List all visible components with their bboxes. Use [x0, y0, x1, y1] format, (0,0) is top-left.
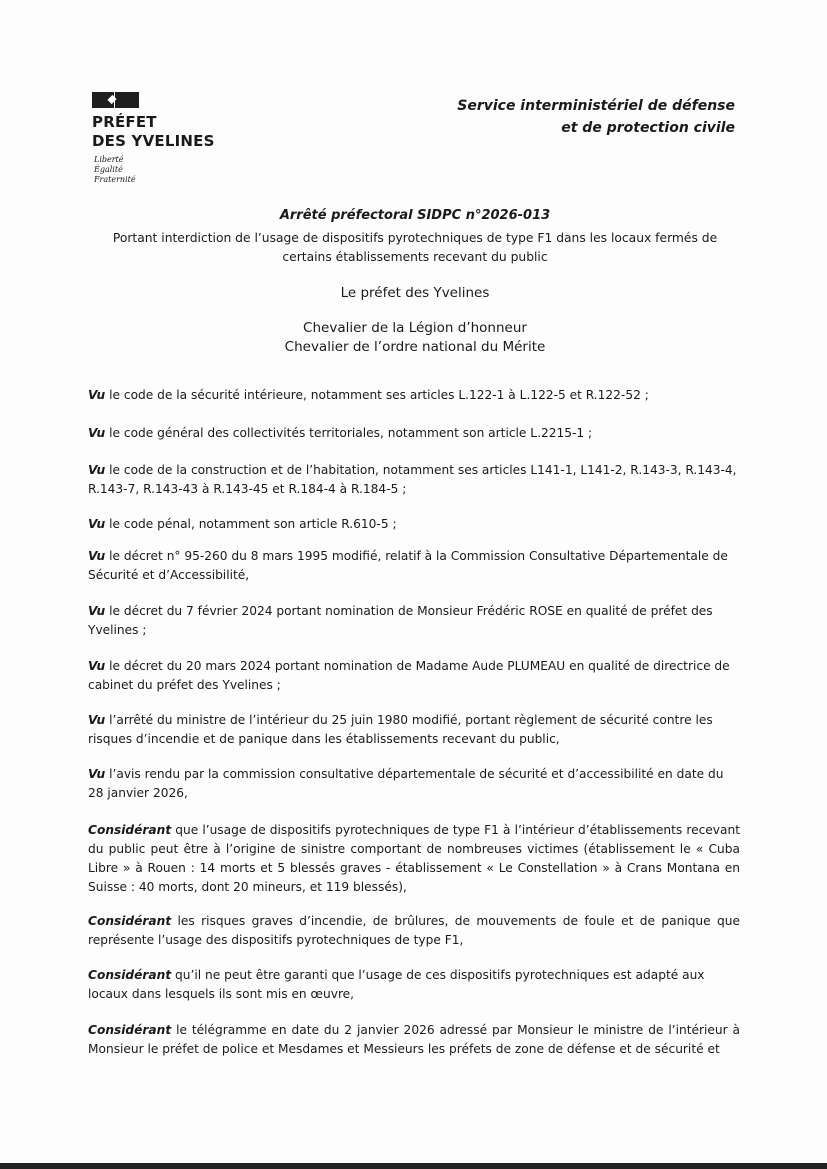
- paragraph-keyword: Considérant: [88, 914, 172, 928]
- paragraph-keyword: Vu: [88, 604, 106, 618]
- paragraph-keyword: Vu: [88, 388, 106, 402]
- paragraph-keyword: Considérant: [88, 968, 172, 982]
- paragraph-text: le télégramme en date du 2 janvier 2026 adressé par Monsieur le ministre de l’intérieur à Monsieur le préfet de police et Mesdames et Messieurs les préfets de zone de défense et de sécurité et: [88, 1023, 740, 1056]
- decree-subtitle: Portant interdiction de l’usage de dispositifs pyrotechniques de type F1 dans les locaux fermés de certains établissements recevant du public: [112, 231, 718, 264]
- paragraph-text: le décret du 20 mars 2024 portant nomination de Madame Aude PLUMEAU en qualité de directrice de cabinet du préfet des Yvelines ;: [88, 659, 730, 692]
- paragraph-vu-arrete-1980: [88, 711, 740, 749]
- paragraph-text: l’avis rendu par la commission consultative départementale de sécurité et d’accessibilité en date du 28 janvier 2026,: [88, 767, 724, 800]
- paragraph-vu-decret-prefet: [88, 602, 740, 640]
- paragraph-text: les risques graves d’incendie, de brûlures, de mouvements de foule et de panique que représente l’usage des dispositifs pyrotechniques de type F1,: [88, 914, 740, 947]
- honor-legion: Chevalier de la Légion d’honneur: [303, 320, 527, 336]
- paragraph-vu-cgct: [88, 424, 740, 443]
- honors: [90, 319, 740, 357]
- decree-title: Arrêté préfectoral SIDPC n°2026-013: [279, 208, 551, 223]
- paragraph-text: l’arrêté du ministre de l’intérieur du 25 juin 1980 modifié, portant règlement de sécurité contre les risques d’incendie et de panique dans les établissements recevant du public,: [88, 713, 713, 746]
- paragraph-considerant-risques: [88, 912, 740, 950]
- scan-edge: [0, 1163, 827, 1169]
- paragraph-text: le code de la sécurité intérieure, notamment ses articles L.122-1 à L.122-5 et R.122-52 ;: [105, 388, 649, 402]
- service-line1: Service interministériel de défense: [457, 98, 735, 114]
- motto-liberte: Liberté: [94, 155, 124, 164]
- paragraph-text: le décret n° 95-260 du 8 mars 1995 modifié, relatif à la Commission Consultative Départementale de Sécurité et d’Accessibilité,: [88, 549, 728, 582]
- paragraph-keyword: Vu: [88, 713, 106, 727]
- paragraph-text: le code général des collectivités territoriales, notamment son article L.2215-1 ;: [105, 426, 593, 440]
- paragraph-vu-code-penal: [88, 515, 740, 534]
- marianne-flag-icon: [92, 92, 139, 108]
- motto-egalite: Égalité: [94, 165, 123, 174]
- paragraph-keyword: Vu: [88, 659, 106, 673]
- paragraph-considerant-telegramme: [88, 1021, 740, 1059]
- paragraph-considerant-sinistres: [88, 821, 740, 897]
- motto-fraternite: Fraternité: [94, 175, 136, 184]
- prefet-line: Le préfet des Yvelines: [340, 285, 490, 301]
- paragraph-vu-construction: [88, 461, 740, 499]
- paragraph-keyword: Vu: [88, 463, 106, 477]
- paragraph-keyword: Considérant: [88, 823, 172, 837]
- service-heading: [457, 95, 735, 139]
- service-line2: et de protection civile: [561, 120, 735, 136]
- paragraph-text: qu’il ne peut être garanti que l’usage de ces dispositifs pyrotechniques est adapté aux locaux dans lesquels ils sont mis en œuvre,: [88, 968, 705, 1001]
- paragraph-text: que l’usage de dispositifs pyrotechniques de type F1 à l’intérieur d’établissements recevant du public peut être à l’origine de sinistre comportant de nombreuses victimes (établissement le « Cuba Libre » à Rouen : 14 morts et 5 blessés graves - établissement « Le Constellation » à Crans Montana en Suisse : 40 morts, dont 20 mineurs, et 119 blessés),: [88, 823, 740, 894]
- paragraph-keyword: Vu: [88, 426, 106, 440]
- paragraph-vu-decret-directrice: [88, 657, 740, 695]
- paragraph-vu-avis-commission: [88, 765, 740, 803]
- paragraph-keyword: Vu: [88, 549, 106, 563]
- paragraph-text: le code de la construction et de l’habitation, notamment ses articles L141-1, L141-2, R.143-3, R.143-4, R.143-7, R.143-43 à R.143-45 et R.184-4 à R.184-5 ;: [88, 463, 737, 496]
- paragraph-keyword: Vu: [88, 767, 106, 781]
- org-name-line1: PRÉFET: [92, 113, 157, 131]
- org-name-line2: DES YVELINES: [92, 132, 215, 150]
- paragraph-vu-decret-1995: [88, 547, 740, 585]
- paragraph-keyword: Considérant: [88, 1023, 172, 1037]
- paragraph-keyword: Vu: [88, 517, 106, 531]
- paragraph-text: le code pénal, notamment son article R.610-5 ;: [105, 517, 397, 531]
- paragraph-text: le décret du 7 février 2024 portant nomination de Monsieur Frédéric ROSE en qualité de préfet des Yvelines ;: [88, 604, 713, 637]
- honor-merite: Chevalier de l’ordre national du Mérite: [284, 339, 546, 355]
- paragraph-considerant-garantie: [88, 966, 740, 1004]
- paragraph-vu-securite-interieure: [88, 386, 740, 405]
